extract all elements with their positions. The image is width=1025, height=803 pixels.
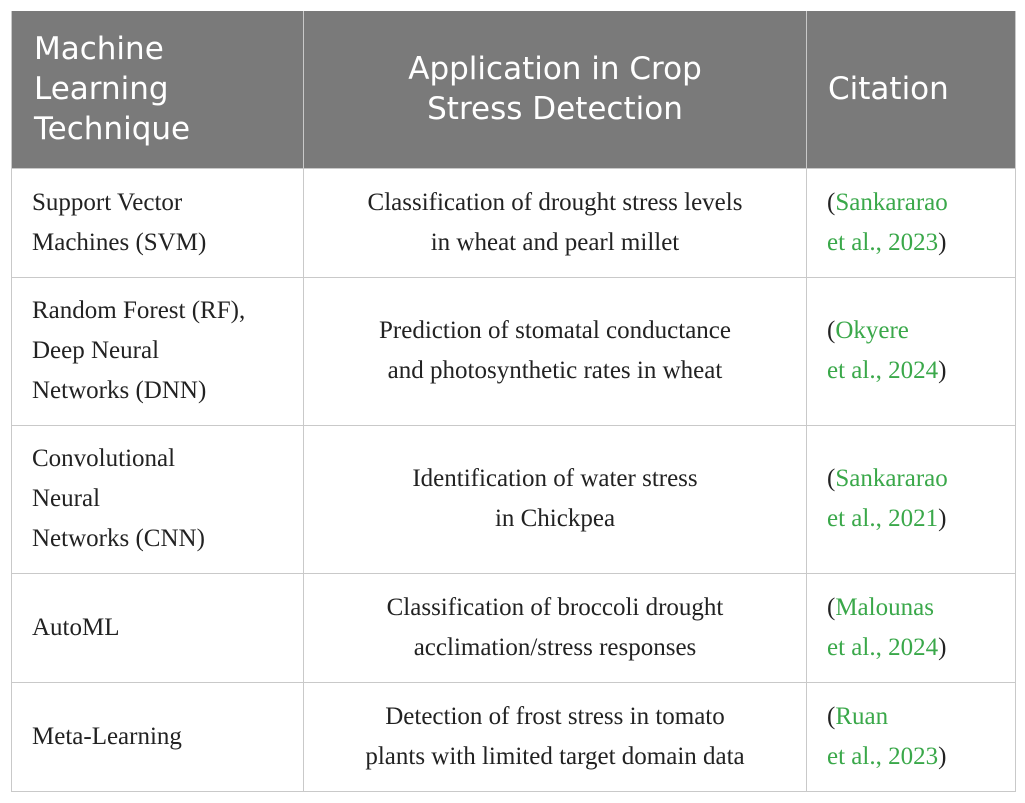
technique-line: Random Forest (RF), [32,297,246,324]
header-line: Stress Detection [427,91,683,128]
technique-line: Machines (SVM) [32,228,207,256]
application-cell [304,425,807,573]
technique-line: Networks (DNN) [32,377,207,404]
table-row [12,573,1016,682]
header-row [12,11,1016,168]
technique-line: Neural [32,485,101,512]
application-line: in wheat and pearl millet [430,228,680,256]
citation-link[interactable]: et al., 2024 [827,633,939,661]
header-citation [807,11,1016,168]
application-cell [304,573,807,682]
application-line: plants with limited target domain data [365,742,745,770]
application-cell [304,682,807,791]
application-line: Detection of frost stress in tomato [385,702,725,730]
application-line: Classification of broccoli drought [386,593,724,621]
technique-line: AutoML [32,613,120,641]
citation-link[interactable]: et al., 2021 [827,505,939,532]
citation-link[interactable]: et al., 2024 [827,357,939,384]
technique-line: Deep Neural [32,337,160,364]
application-line: Prediction of stomatal conductance [379,317,731,344]
technique-line: Meta-Learning [32,722,182,750]
table-row [12,168,1016,277]
citation-cell: (Okyere et al., 2024) [807,277,1016,425]
header-technique [12,11,304,168]
technique-line: Convolutional [32,445,176,472]
citation-link[interactable]: Sankararao [835,465,948,492]
technique-cell [12,573,304,682]
citation-link[interactable]: Ruan [835,702,889,730]
header-line: Technique [34,111,191,148]
citation-link[interactable]: et al., 2023 [827,742,939,770]
header-line: Learning [34,71,169,108]
technique-cell [12,277,304,425]
application-cell [304,277,807,425]
application-line: and photosynthetic rates in wheat [387,357,723,384]
citation-cell: (Ruan et al., 2023) [807,682,1016,791]
header-application [304,11,807,168]
application-line: acclimation/stress responses [413,633,697,661]
citation-cell: (Malounas et al., 2024) [807,573,1016,682]
technique-line: Networks (CNN) [32,525,205,552]
citation-link[interactable]: et al., 2023 [827,228,939,256]
technique-cell [12,682,304,791]
citation-cell: (Sankararao et al., 2021) [807,425,1016,573]
table-row [12,425,1016,573]
ml-techniques-table [11,11,1016,792]
table-row [12,682,1016,791]
technique-cell [12,425,304,573]
citation-cell: (Sankararao et al., 2023) [807,168,1016,277]
application-line: Classification of drought stress levels [367,188,743,216]
header-line: Machine [34,31,164,68]
table-row [12,277,1016,425]
technique-cell [12,168,304,277]
header-line: Citation [828,71,949,108]
application-cell [304,168,807,277]
application-line: Identification of water stress [412,465,698,492]
header-line: Application in Crop [408,51,702,88]
application-line: in Chickpea [494,505,616,532]
citation-link[interactable]: Malounas [835,593,934,621]
citation-link[interactable]: Okyere [835,317,909,344]
technique-line: Support Vector [32,188,183,216]
citation-link[interactable]: Sankararao [835,188,948,216]
